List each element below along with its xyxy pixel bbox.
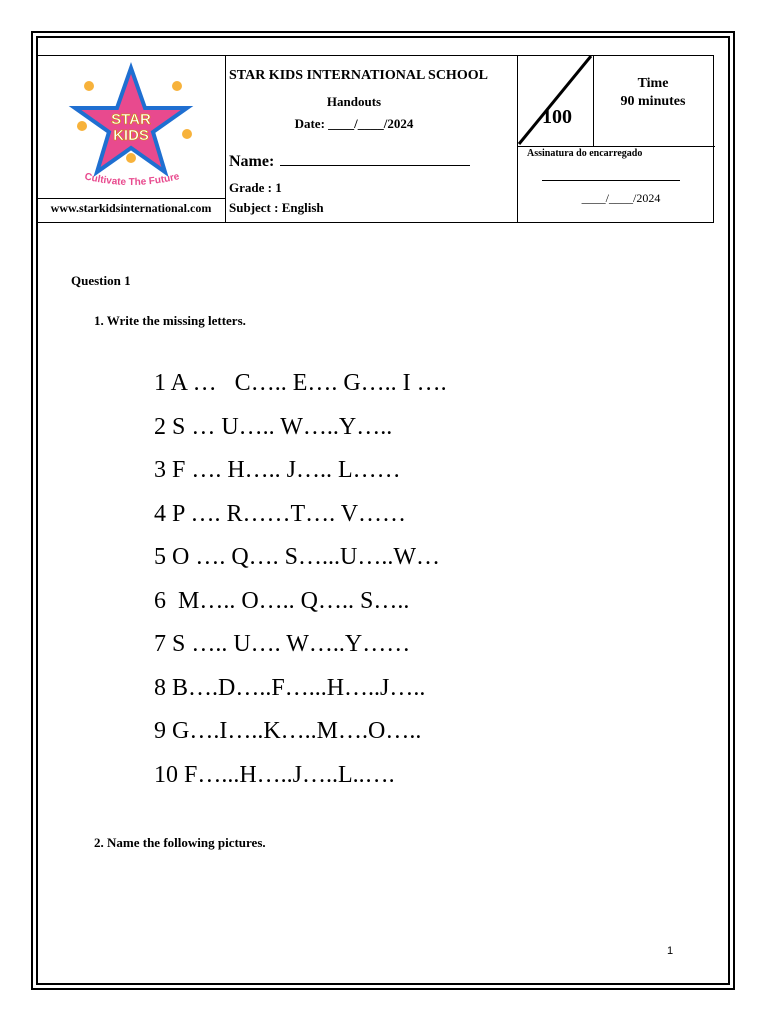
grade-field: Grade : 1 — [229, 180, 282, 195]
exercise-line: 8 B….D…..F…...H…..J….. — [154, 674, 426, 701]
document-type: Handouts — [326, 94, 382, 109]
school-website: www.starkidsinternational.com — [50, 201, 212, 215]
name-label: Name: — [229, 153, 275, 170]
date-field: Date: ____/____/2024 — [294, 116, 414, 131]
letter-exercise-list — [154, 366, 447, 801]
school-name: STAR KIDS INTERNATIONAL SCHOOL — [229, 68, 488, 83]
exercise-line: 4 P …. R……T…. V…… — [154, 500, 407, 527]
divider — [517, 146, 715, 147]
time-value: 90 minutes — [620, 94, 686, 109]
instruction-name-pictures: 2. Name the following pictures. — [94, 835, 266, 850]
exercise-line: 10 F…...H…..J…..L..…. — [154, 761, 395, 788]
exercise-line: 9 G….I…..K…..M….O….. — [154, 718, 422, 744]
exercise-line: 5 O …. Q…. S…...U…..W… — [154, 544, 440, 570]
exercise-line: 6 M….. O….. Q….. S….. — [154, 587, 410, 614]
exercise-line: 7 S ….. U…. W…..Y…… — [154, 631, 411, 657]
total-score: 100 — [542, 106, 572, 128]
guardian-date: ____/____/2024 — [581, 191, 661, 205]
page-number: 1 — [667, 945, 674, 957]
exercise-line: 2 S … U….. W…..Y….. — [154, 413, 393, 440]
header-table — [36, 55, 714, 223]
instruction-missing-letters: 1. Write the missing letters. — [94, 313, 246, 328]
divider — [225, 56, 226, 222]
question-title: Question 1 — [71, 273, 131, 288]
logo-kids-text: KIDS — [113, 127, 149, 144]
name-blank — [280, 151, 470, 166]
logo-star-text: STAR — [111, 111, 151, 128]
subject-field: Subject : English — [229, 200, 324, 215]
divider — [37, 198, 225, 199]
school-logo — [37, 56, 225, 198]
signature-line — [542, 180, 680, 181]
exercise-line: 3 F …. H….. J….. L…… — [154, 457, 401, 483]
name-field — [229, 151, 470, 171]
logo-tagline: Cultivate The Future — [83, 171, 181, 189]
exercise-line: 1 A … C….. E…. G….. I …. — [154, 370, 447, 396]
guardian-signature-label: Assinatura do encarregado — [527, 148, 643, 159]
score-diagonal — [517, 56, 593, 146]
time-label: Time — [637, 76, 669, 91]
